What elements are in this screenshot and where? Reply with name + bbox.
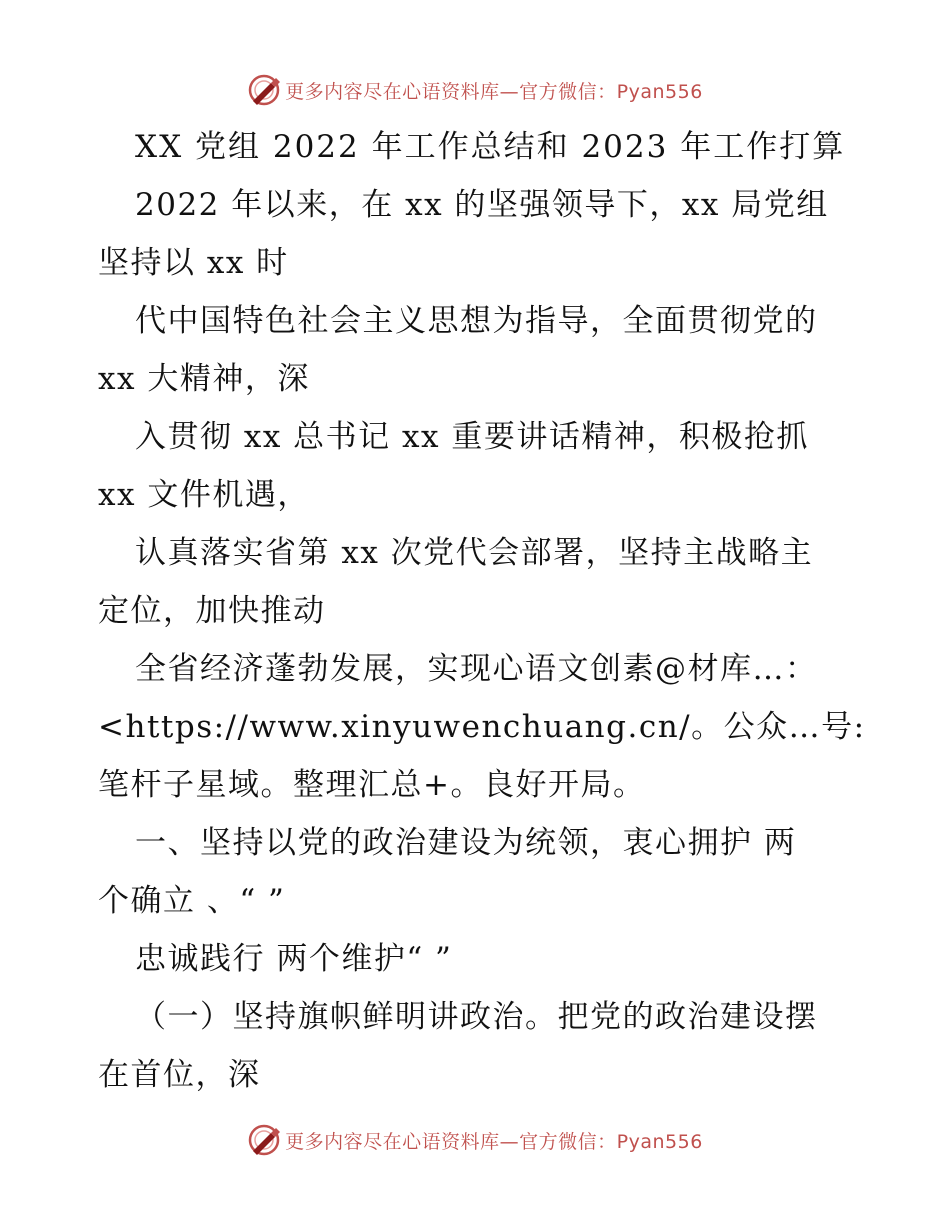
pen-logo-icon — [247, 73, 281, 107]
section-heading-cont: 忠诚践行 两个维护“ ” — [135, 941, 453, 977]
paragraph-line: 入贯彻 xx 总书记 xx 重要讲话精神，积极抢抓 — [135, 419, 809, 455]
paragraph-line: 2022 年以来，在 xx 的坚强领导下，xx 局党组 — [135, 187, 829, 223]
paragraph-line: <https://www.xinyuwenchuang.cn/。公众…号: — [98, 709, 866, 745]
paragraph-line: 认真落实省第 xx 次党代会部署，坚持主战略主 — [135, 535, 814, 571]
paragraph-line: xx 大精神，深 — [98, 361, 310, 397]
paragraph-line: 代中国特色社会主义思想为指导，全面贯彻党的 — [135, 303, 818, 339]
section-heading: 一、坚持以党的政治建设为统领，衷心拥护 两 — [135, 825, 797, 861]
document-body — [98, 118, 866, 1104]
paragraph-line: 全省经济蓬勃发展，实现心语文创素@材库…： — [135, 651, 818, 687]
paragraph-line: xx 文件机遇， — [98, 477, 310, 513]
paragraph-line: 坚持以 xx 时 — [98, 245, 289, 281]
footer-watermark — [0, 1120, 950, 1160]
document-title: XX 党组 2022 年工作总结和 2023 年工作打算 — [135, 129, 846, 165]
paragraph-line: 定位，加快推动 — [98, 593, 326, 629]
header-watermark — [0, 70, 950, 110]
banner-text: 更多内容尽在心语资料库—官方微信：Pyan556 — [285, 1130, 703, 1153]
paragraph-line: 笔杆子星域。整理汇总+。良好开局。 — [98, 767, 646, 803]
banner-text: 更多内容尽在心语资料库—官方微信：Pyan556 — [285, 80, 703, 103]
subsection-heading: （一）坚持旗帜鲜明讲政治。把党的政治建设摆 — [135, 999, 818, 1035]
paragraph-line: 在首位，深 — [98, 1057, 261, 1093]
section-heading-cont: 个确立 、“ ” — [98, 883, 286, 919]
pen-logo-icon — [247, 1123, 281, 1157]
